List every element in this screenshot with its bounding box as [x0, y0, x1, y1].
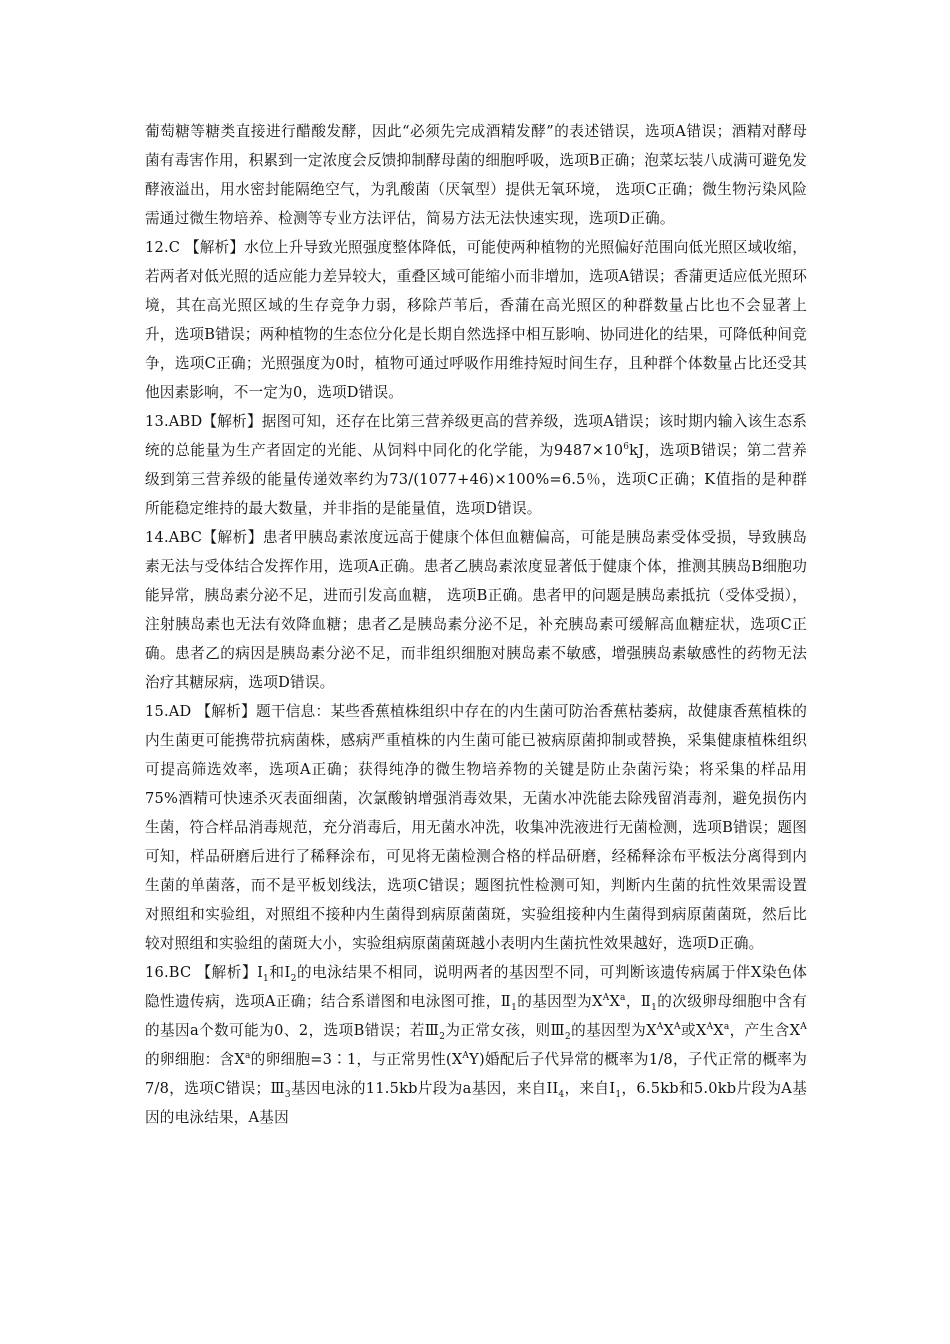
- q16-s12: X: [713, 1022, 724, 1039]
- q16-s1: 16.BC 【解析】I: [145, 964, 264, 981]
- q16-s13: ，产生含X: [729, 1022, 801, 1039]
- answer-explanations: [145, 117, 807, 1132]
- q16-s6-sub: 1: [651, 1002, 658, 1013]
- q16-s11-sup: A: [706, 1022, 714, 1033]
- q16-s15: 的卵细胞=3∶1，与正常男性(X: [250, 1051, 463, 1068]
- q16-s16-sub: 3: [284, 1089, 291, 1100]
- q13-explanation: [145, 407, 807, 523]
- q16-s17: 基因电泳的11.5kb片段为a基因，来自II: [290, 1080, 559, 1097]
- q16-s12-sup: a: [723, 1022, 730, 1033]
- q14-explanation: 14.ABC【解析】患者甲胰岛素浓度远高于健康个体但血糖偏高，可能是胰岛素受体受损，导致胰岛素无法与受体结合发挥作用，选项A正确。患者乙胰岛素浓度显著低于健康个体，推测其胰岛B细胞功能异常，胰岛素分泌不足，进而引发高血糖， 选项B正确。患者甲的问题是胰岛素抵抗（受体受损），注射胰岛素也无法有效降血糖；患者乙是胰岛素分泌不足，补充胰岛素可缓解高血糖症状，选项C正确。患者乙的病因是胰岛素分泌不足，而非组织细胞对胰岛素不敏感，增强胰岛素敏感性的药物无法治疗其糖尿病，选项D错误。: [145, 529, 807, 691]
- q16-s5-sup: a: [620, 993, 626, 1004]
- q16-s15-sup: A: [462, 1051, 470, 1062]
- q16-s18-sub: 1: [615, 1089, 622, 1100]
- q16-s1-sub: 1: [263, 973, 269, 984]
- q13-text-b: kJ，选项B错误；第二营养级到第三营养级的能量传递效率约为73/(1077+46)×100%=6.5％，选项C正确；K值指的是种群所能稳定维持的最大数量，并非指的是能量值，选项D错误。: [145, 442, 807, 517]
- q16-s18: ，来自I: [564, 1080, 616, 1097]
- q16-s4: 的基因型为X: [517, 993, 603, 1010]
- q16-s2-sub: 2: [290, 973, 297, 984]
- q16-s3: 的电泳结果不相同，说明两者的基因型不同，可判断该遗传病属于伴X染色体隐性遗传病，选项A正确；结合系谱图和电泳图可推，Ⅱ: [145, 964, 807, 1010]
- q16-s13-sup: A: [800, 1022, 807, 1033]
- q16-s14: 的卵细胞：含X: [145, 1051, 245, 1068]
- q16-explanation: [145, 958, 807, 1132]
- q16-s9-sup: A: [656, 1022, 664, 1033]
- q12-explanation: 12.C 【解析】水位上升导致光照强度整体降低，可能使两种植物的光照偏好范围向低光照区域收缩，若两者对低光照的适应能力差异较大，重叠区域可能缩小而非增加，选项A错误；香蒲更适应低光照环境，其在高光照区域的生存竞争力弱，移除芦苇后，香蒲在高光照区的种群数量占比也不会显著上升，选项B错误；两种植物的生态位分化是长期自然选择中相互影响、协同进化的结果，可降低种间竞争，选项C正确；光照强度为0时，植物可通过呼吸作用维持短时间生存，且种群个体数量占比还受其他因素影响，不一定为0，选项D错误。: [145, 239, 807, 401]
- q16-s8: 为正常女孩，则Ⅲ: [445, 1022, 565, 1039]
- q16-s7-sub: 2: [439, 1031, 446, 1042]
- q16-s4-sup: A: [602, 993, 610, 1004]
- q16-s10-sup: A: [674, 1022, 681, 1033]
- q15-explanation: 15.AD 【解析】题干信息：某些香蕉植株组织中存在的内生菌可防治香蕉枯萎病，故健康香蕉植株的内生菌更可能携带抗病菌株，感病严重植株的内生菌可能已被病原菌抑制或替换，采集健康植株组织可提高筛选效率，选项A正确；获得纯净的微生物培养物的关键是防止杂菌污染；将采集的样品用75%酒精可快速杀灭表面细菌，次氯酸钠增强消毒效果，无菌水冲洗能去除残留消毒剂，避免损伤内生菌，符合样品消毒规范，充分消毒后，用无菌水冲洗，收集冲洗液进行无菌检测，选项B错误；题图可知，样品研磨后进行了稀释涂布，可见将无菌检测合格的样品研磨，经稀释涂布平板法分离得到内生菌的单菌落，而不是平板划线法，选项C错误；题图抗性检测可知，判断内生菌的抗性效果需设置对照组和实验组，对照组不接种内生菌得到病原菌菌斑，实验组接种内生菌得到病原菌菌斑，然后比较对照组和实验组的菌斑大小，实验组病原菌菌斑越小表明内生菌抗性效果越好，选项D正确。: [145, 703, 807, 952]
- q16-s14-sup: a: [244, 1051, 251, 1062]
- q16-s10: X: [663, 1022, 675, 1039]
- q16-s2: 和Ⅰ: [268, 964, 291, 981]
- q16-s9: 的基因型为X: [570, 1022, 657, 1039]
- q16-s8-sub: 2: [564, 1031, 571, 1042]
- q16-s3-sub: 1: [511, 1002, 517, 1013]
- q16-s5: X: [609, 993, 621, 1010]
- q13-text-a: 13.ABD【解析】据图可知，还存在比第三营养级更高的营养级，选项A错误；该时期内输入该生态系统的总能量为生产者固定的光能、从饲料中同化的化学能，为9487×10: [145, 413, 807, 459]
- q11-explanation-tail: 葡萄糖等糖类直接进行醋酸发酵，因此“必须先完成酒精发酵”的表述错误，选项A错误；酒精对酵母菌有毒害作用，积累到一定浓度会反馈抑制酵母菌的细胞呼吸，选项B正确；泡菜坛装八成满可避免发酵液溢出，用水密封能隔绝空气，为乳酸菌（厌氧型）提供无氧环境， 选项C正确；微生物污染风险需通过微生物培养、检测等专业方法评估，简易方法无法快速实现，选项D正确。: [145, 123, 807, 227]
- q16-s16: Y)婚配后子代异常的概率为1/8，子代正常的概率为7/8，选项C错误；Ⅲ: [145, 1051, 807, 1097]
- q16-s7: 的次级卵母细胞中含有的基因a个数可能为0、2，选项B错误；若Ⅲ: [145, 993, 807, 1039]
- q16-s11: 或X: [680, 1022, 707, 1039]
- q16-s19: ，6.5kb和5.0kb片段为A基因的电泳结果，A基因: [145, 1080, 807, 1126]
- q13-exponent: 6: [623, 442, 630, 453]
- q16-s17-sub: 4: [558, 1089, 565, 1100]
- q16-s6: ，Ⅱ: [625, 993, 652, 1010]
